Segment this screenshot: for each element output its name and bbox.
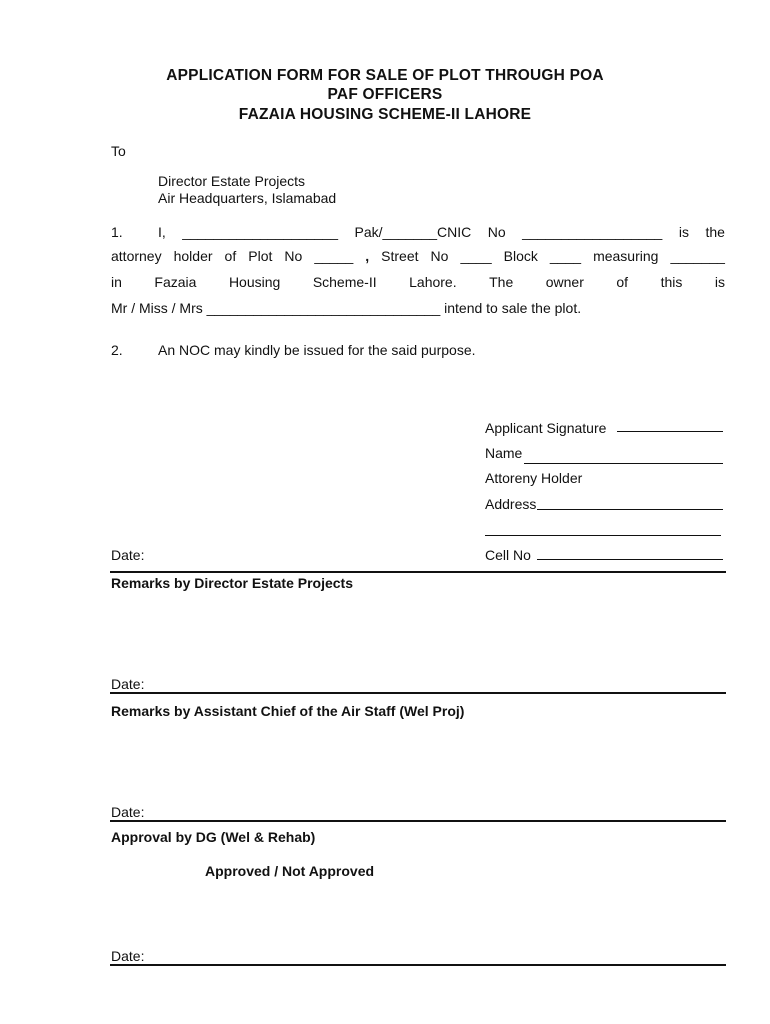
address-line — [537, 509, 723, 510]
section-divider — [110, 820, 726, 822]
para1-word: Street — [381, 248, 419, 264]
para2-number: 2. — [111, 342, 123, 358]
para1-line1 — [158, 224, 725, 240]
para1-word: of — [224, 248, 237, 264]
para1-word: of — [616, 274, 629, 290]
para1-word: is — [678, 224, 689, 240]
address-line-2 — [485, 535, 721, 536]
form-scheme-title: FAZAIA HOUSING SCHEME-II LAHORE — [238, 106, 532, 123]
para1-word: Scheme-II — [312, 274, 377, 290]
recipient-location: Air Headquarters, Islamabad — [158, 190, 337, 206]
para1-word: Block — [503, 248, 538, 264]
para2-text: An NOC may kindly be issued for the said purpose. — [158, 342, 476, 358]
cell-no-label: Cell No — [485, 547, 531, 563]
para1-word: Fazaia — [154, 274, 197, 290]
para1-blank-block: ____ — [549, 248, 582, 264]
para1-word: attorney — [111, 248, 162, 264]
section-divider — [110, 964, 726, 966]
para1-number: 1. — [111, 224, 123, 240]
para1-comma: , — [365, 248, 370, 264]
dg-approval-heading: Approval by DG (Wel & Rehab) — [111, 829, 316, 845]
approval-options: Approved / Not Approved — [205, 863, 375, 879]
para1-word: No — [487, 224, 506, 240]
para1-word: The — [489, 274, 514, 290]
applicant-address-label: Address — [485, 496, 537, 512]
para1-blank-name: ____________________ — [182, 224, 339, 240]
para1-word: this — [660, 274, 683, 290]
para1-word: the — [705, 224, 725, 240]
form-subtitle: PAF OFFICERS — [327, 86, 443, 103]
section-divider — [110, 692, 726, 694]
section-divider — [110, 571, 726, 573]
para1-blank-cnic: __________________ — [522, 224, 663, 240]
para1-owner-line: Mr / Miss / Mrs ______________________________ intend to sale the plot. — [111, 300, 582, 316]
para1-word: I, — [158, 224, 166, 240]
para1-blank-measuring: _______ — [670, 248, 725, 264]
attorney-holder-label: Attoreny Holder — [485, 470, 583, 486]
para1-blank-street: ____ — [460, 248, 492, 264]
para1-word: No — [284, 248, 303, 264]
applicant-name-label: Name — [485, 445, 523, 461]
para1-word: measuring — [593, 248, 659, 264]
para1-word: Lahore. — [409, 274, 457, 290]
para1-word: holder — [173, 248, 213, 264]
para1-word: Pak/_______CNIC — [354, 224, 472, 240]
applicant-signature-label: Applicant Signature — [485, 420, 607, 436]
para1-word: is — [714, 274, 725, 290]
para1-word: No — [430, 248, 449, 264]
para1-line2 — [111, 248, 725, 264]
recipient-title: Director Estate Projects — [158, 173, 306, 189]
para1-blank-plot: _____ — [314, 248, 354, 264]
to-label: To — [111, 143, 126, 159]
name-line — [524, 463, 723, 464]
para1-word: Plot — [248, 248, 273, 264]
cell-no-line — [537, 559, 723, 560]
acas-remarks-heading: Remarks by Assistant Chief of the Air Staff (Wel Proj) — [111, 703, 465, 719]
para1-word: Housing — [228, 274, 281, 290]
para1-line3 — [111, 274, 725, 290]
applicant-date-label: Date: — [111, 547, 145, 563]
signature-line — [617, 431, 723, 432]
director-remarks-heading: Remarks by Director Estate Projects — [111, 575, 353, 591]
para1-word: in — [111, 274, 122, 290]
form-title: APPLICATION FORM FOR SALE OF PLOT THROUGH POA — [166, 67, 604, 84]
dg-date-label: Date: — [111, 948, 145, 964]
para1-word: owner — [545, 274, 584, 290]
acas-date-label: Date: — [111, 804, 145, 820]
director-date-label: Date: — [111, 676, 145, 692]
